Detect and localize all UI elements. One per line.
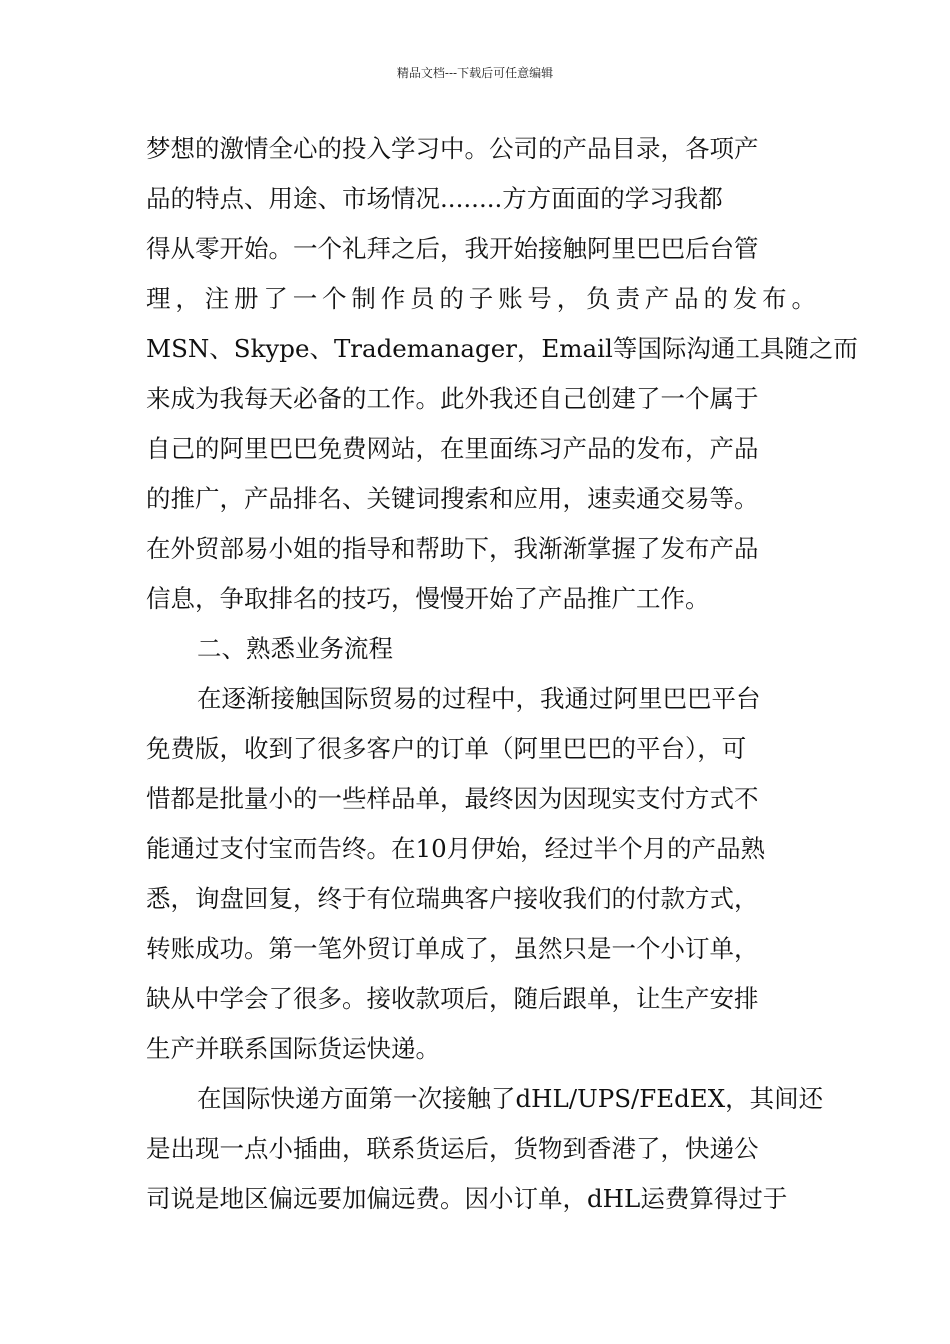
text-line: 缺从中学会了很多。接收款项后，随后跟单，让生产安排 (146, 984, 759, 1013)
page-header: 精品文档---下载后可任意编辑 (396, 66, 554, 80)
text-line: 转账成功。第一笔外贸订单成了，虽然只是一个小订单， (146, 934, 759, 963)
text-line: 得从零开始。一个礼拜之后，我开始接触阿里巴巴后台管 (146, 234, 759, 263)
text-line: 信息，争取排名的技巧，慢慢开始了产品推广工作。 (146, 584, 710, 613)
text-line: 是出现一点小插曲，联系货运后，货物到香港了，快递公 (146, 1134, 759, 1163)
text-line: 来成为我每天必备的工作。此外我还自己创建了一个属于 (146, 384, 759, 413)
text-line: 在外贸部易小姐的指导和帮助下，我渐渐掌握了发布产品 (146, 534, 759, 563)
text-line: 品的特点、用途、市场情况........方方面面的学习我都 (146, 184, 723, 213)
text-line: MSN、Skype、Trademanager，Email等国际沟通工具随之而 (146, 334, 858, 363)
text-line: 梦想的激情全心的投入学习中。公司的产品目录，各项产 (146, 134, 759, 163)
section-heading: 二、熟悉业务流程 (197, 634, 393, 663)
text-line: 惜都是批量小的一些样品单，最终因为因现实支付方式不 (146, 784, 759, 813)
text-line: 司说是地区偏远要加偏远费。因小订单，dHL运费算得过于 (146, 1184, 788, 1213)
document-body (146, 124, 858, 1224)
text-line: 免费版，收到了很多客户的订单（阿里巴巴的平台），可 (146, 734, 747, 763)
text-line: 在逐渐接触国际贸易的过程中，我通过阿里巴巴平台 (197, 684, 761, 713)
text-line: 生产并联系国际货运快递。 (146, 1034, 440, 1063)
text-line: 能通过支付宝而告终。在10月伊始，经过半个月的产品熟 (146, 834, 766, 863)
text-line: 在国际快递方面第一次接触了dHL/UPS/FEdEX，其间还 (197, 1084, 824, 1113)
text-line: 悉，询盘回复，终于有位瑞典客户接收我们的付款方式， (146, 884, 759, 913)
text-line: 的推广，产品排名、关键词搜索和应用，速卖通交易等。 (146, 484, 759, 513)
text-line: 自己的阿里巴巴免费网站，在里面练习产品的发布，产品 (146, 434, 759, 463)
text-line: 理，注册了一个制作员的子账号，负责产品的发布。 (146, 284, 816, 313)
